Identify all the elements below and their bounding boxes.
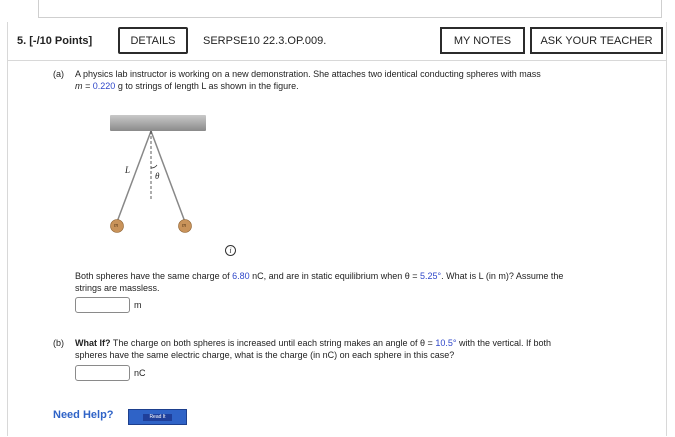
mass-prefix: m = (75, 81, 91, 91)
intro-line2-suffix: g to strings of length L as shown in the figure. (117, 81, 299, 91)
charge-value: 6.80 (232, 271, 250, 281)
angle-value-b: 10.5° (435, 338, 457, 348)
part-b-line1-prefix: The charge on both spheres is increased until each string makes an angle of θ = (112, 338, 433, 348)
need-help-label: Need Help? (53, 409, 114, 421)
header-divider (7, 60, 667, 61)
part-a-label: (a) (53, 69, 64, 79)
part-b-line1 (75, 337, 551, 349)
part-b-unit: nC (134, 368, 146, 378)
part-a-intro-line1: A physics lab instructor is working on a new demonstration. She attaches two identical conducting spheres with mass (75, 69, 541, 79)
pendulum-figure (100, 108, 210, 238)
left-sphere-label: m (114, 223, 119, 229)
part-a-intro-line2 (75, 80, 299, 92)
angle-arc (151, 165, 157, 168)
previous-question-box (38, 0, 662, 18)
question-header (17, 35, 92, 47)
question-suffix: . What is L (in m)? Assume the (441, 271, 564, 281)
part-a-answer-input[interactable] (75, 297, 130, 313)
part-a-question-line1 (75, 270, 563, 282)
right-sphere-label: m (182, 223, 187, 229)
question-prefix: Both spheres have the same charge of (75, 271, 230, 281)
info-icon[interactable]: i (225, 245, 236, 256)
part-b-answer-input[interactable] (75, 365, 130, 381)
part-a-question-line2: strings are massless. (75, 283, 160, 293)
part-b-line1-suffix: with the vertical. If both (458, 338, 551, 348)
angle-label: θ (155, 171, 160, 181)
question-number: 5. (17, 35, 27, 47)
mass-value: 0.220 (92, 81, 116, 91)
problem-code: SERPSE10 22.3.OP.009. (203, 35, 327, 47)
ask-teacher-button[interactable]: ASK YOUR TEACHER (530, 27, 663, 54)
part-b-line2: spheres have the same electric charge, what is the charge (in nC) on each sphere in this case? (75, 350, 455, 360)
part-b-label: (b) (53, 338, 64, 348)
read-it-button[interactable] (128, 409, 187, 425)
details-button[interactable]: DETAILS (118, 27, 188, 54)
length-label: L (125, 165, 131, 175)
points-label: [-/10 Points] (29, 35, 93, 47)
read-it-label: Read It (143, 414, 171, 421)
angle-value-a: 5.25° (420, 271, 442, 281)
question-mid: nC, and are in static equilibrium when θ = (252, 271, 418, 281)
part-a-unit: m (134, 300, 142, 310)
what-if-label: What If? (75, 338, 111, 348)
left-string (117, 131, 151, 222)
my-notes-button[interactable]: MY NOTES (440, 27, 525, 54)
